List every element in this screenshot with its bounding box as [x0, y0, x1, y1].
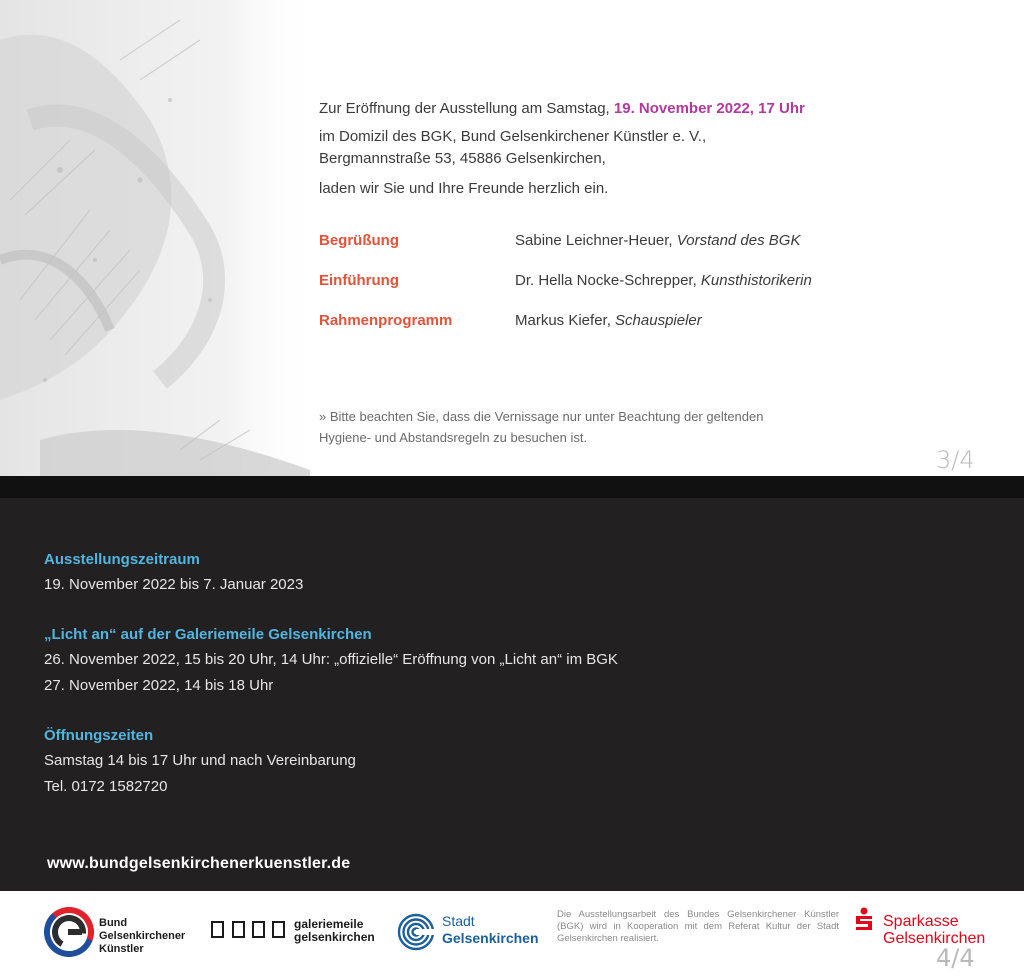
- phone-number: Tel. 0172 1582720: [44, 778, 168, 795]
- stadt-line-1: Stadt: [442, 913, 475, 929]
- galeriemeile-logo-text: [294, 918, 375, 944]
- licht-an-heading: „Licht an“ auf der Galeriemeile Gelsenkirchen: [44, 626, 372, 643]
- info-page: [0, 476, 1024, 891]
- program-speaker: [515, 312, 702, 329]
- sparkasse-logo: [853, 905, 1003, 951]
- hygiene-note-line-2: Hygiene- und Abstandsregeln zu besuchen ist.: [319, 430, 588, 445]
- invitation-page: [0, 0, 1024, 476]
- licht-an-line-1: 26. November 2022, 15 bis 20 Uhr, 14 Uhr: „offizielle“ Eröffnung von „Licht an“ im BGK: [44, 651, 618, 668]
- invitation-intro: Zur Eröffnung der Ausstellung am Samstag,: [319, 100, 614, 117]
- sponsor-note: Die Ausstellungsarbeit des Bundes Gelsenkirchener Künstler (BGK) wird in Kooperation mit dem Referat Kultur der Stadt Gelsenkirchen realisiert.: [557, 909, 839, 944]
- program-row: [319, 312, 959, 352]
- galeriemeile-logo: [208, 915, 388, 949]
- invitation-intro-line: [319, 98, 959, 120]
- speaker-name: Sabine Leichner-Heuer,: [515, 232, 677, 249]
- exhibition-period-dates: 19. November 2022 bis 7. Januar 2023: [44, 576, 304, 593]
- invitation-closing: laden wir Sie und Ihre Freunde herzlich ein.: [319, 180, 609, 197]
- event-date-time: 19. November 2022, 17 Uhr: [613, 100, 805, 117]
- stadt-gelsenkirchen-logo-icon: [396, 912, 436, 952]
- program-label: Einführung: [319, 272, 399, 289]
- stadt-line-2: Gelsenkirchen: [442, 930, 539, 946]
- bgk-logo-icon: [44, 907, 94, 957]
- licht-an-line-2: 27. November 2022, 14 bis 18 Uhr: [44, 677, 274, 694]
- program-label: Begrüßung: [319, 232, 399, 249]
- exhibition-period-heading: Ausstellungszeitraum: [44, 551, 200, 568]
- speaker-role: Kunsthistorikerin: [700, 272, 812, 289]
- invitation-text: [319, 98, 959, 200]
- program-row: [319, 272, 959, 312]
- opening-hours-line: Samstag 14 bis 17 Uhr und nach Vereinbarung: [44, 752, 356, 769]
- program-list: [319, 232, 959, 352]
- page-divider: [0, 476, 1024, 498]
- bgk-line-2: Gelsenkirchener: [99, 930, 186, 942]
- artwork-texture-image: [0, 0, 320, 476]
- opening-hours-block: [44, 724, 944, 800]
- bgk-line-3: Künstler: [99, 943, 144, 955]
- sparkasse-line-1: Sparkasse: [883, 913, 959, 930]
- event-info: [44, 548, 944, 825]
- galerie-line-1: galeriemeile: [294, 917, 364, 931]
- speaker-name: Markus Kiefer,: [515, 312, 616, 329]
- venue-line-2: Bergmannstraße 53, 45886 Gelsenkirchen,: [319, 150, 606, 167]
- speaker-role: Vorstand des BGK: [676, 232, 801, 249]
- speaker-name: Dr. Hella Nocke-Schrepper,: [515, 272, 701, 289]
- hygiene-note-line-1: » Bitte beachten Sie, dass die Vernissage nur unter Beachtung der geltenden: [319, 409, 764, 424]
- sparkasse-line-2: Gelsenkirchen: [883, 930, 986, 947]
- bgk-logo: [44, 907, 184, 961]
- bgk-logo-text: [99, 917, 185, 956]
- sponsor-footer: [0, 891, 1024, 977]
- program-row: [319, 232, 959, 272]
- galerie-line-2: gelsenkirchen: [294, 930, 375, 944]
- hygiene-note: [319, 406, 939, 448]
- program-speaker: [515, 232, 800, 249]
- licht-an-block: [44, 623, 944, 699]
- venue-line-1: im Domizil des BGK, Bund Gelsenkirchener Künstler e. V.,: [319, 128, 707, 145]
- opening-hours-heading: Öffnungszeiten: [44, 727, 154, 744]
- page-number: 4/4: [936, 944, 975, 972]
- website-link[interactable]: www.bundgelsenkirchenerkuenstler.de: [47, 855, 351, 872]
- bgk-line-1: Bund: [99, 917, 128, 929]
- stadt-gelsenkirchen-logo: [396, 909, 556, 955]
- program-speaker: [515, 272, 812, 289]
- sparkasse-logo-text: [883, 913, 985, 947]
- program-label: Rahmenprogramm: [319, 312, 453, 329]
- exhibition-period-block: [44, 548, 944, 598]
- sparkasse-logo-icon: [853, 907, 875, 933]
- speaker-role: Schauspieler: [615, 312, 702, 329]
- page-number: 3/4: [936, 446, 975, 474]
- stadt-logo-text: [442, 913, 539, 947]
